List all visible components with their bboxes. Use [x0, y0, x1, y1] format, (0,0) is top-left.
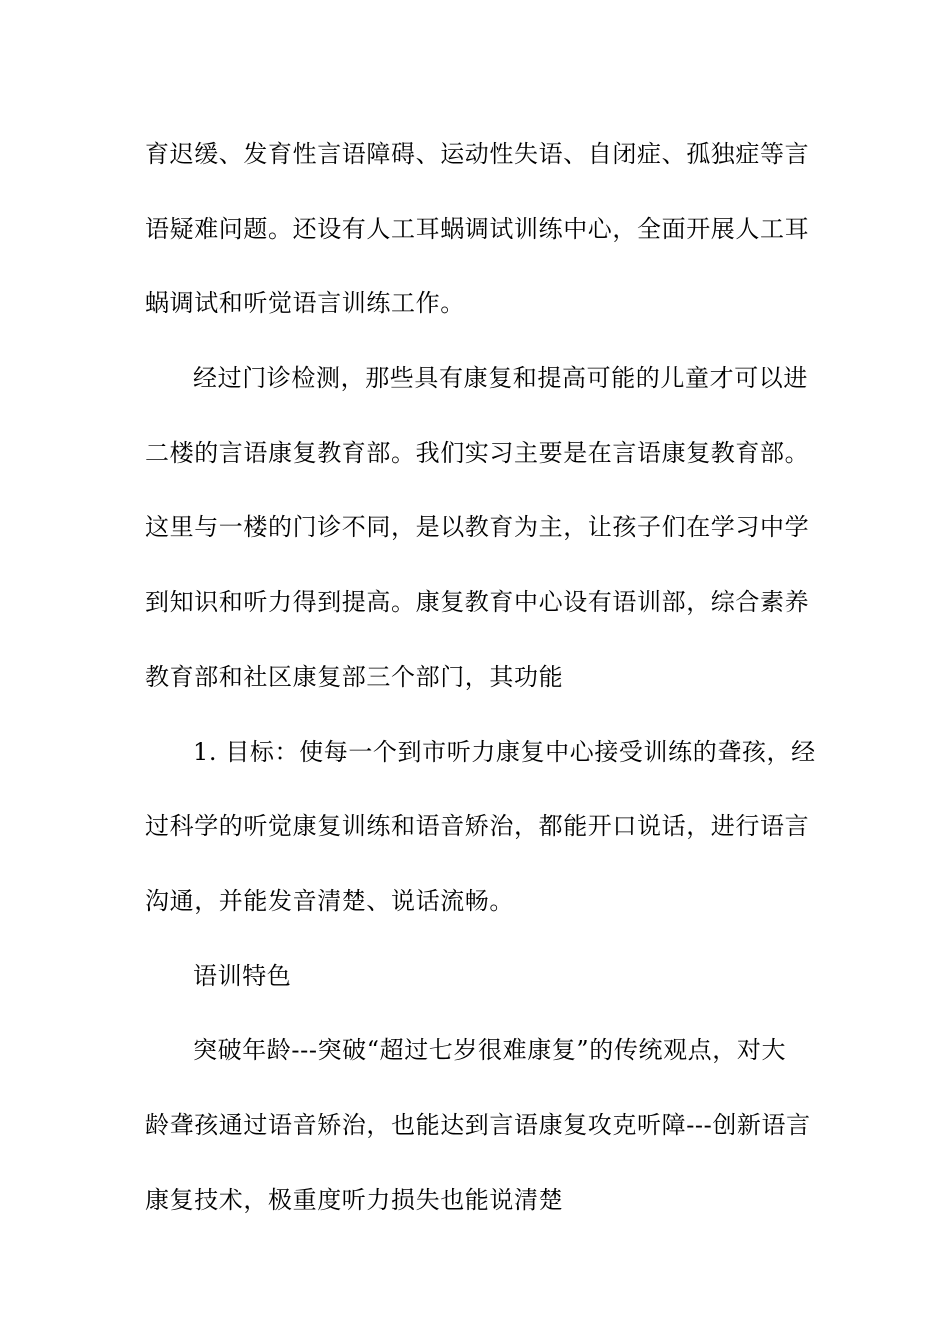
- document-body: [145, 128, 815, 1248]
- text-line: 1. 目标：使每一个到市听力康复中心接受训练的聋孩，经: [193, 737, 816, 766]
- text-line: 经过门诊检测，那些具有康复和提高可能的儿童才可以进: [193, 364, 808, 393]
- text-line: 教育部和社区康复部三个部门，其功能: [145, 662, 564, 691]
- text-line: 育迟缓、发育性言语障碍、运动性失语、自闭症、孤独症等言: [145, 140, 810, 168]
- text-line: 沟通，并能发音清楚、说话流畅。: [145, 886, 514, 915]
- text-line: 语疑难问题。还设有人工耳蜗调试训练中心，全面开展人工耳: [145, 214, 810, 243]
- text-line: 这里与一楼的门诊不同，是以教育为主，让孩子们在学习中学: [145, 513, 810, 542]
- text-line: 过科学的听觉康复训练和语音矫治，都能开口说话，进行语言: [145, 812, 810, 841]
- text-line: 突破年龄---突破“超过七岁很难康复”的传统观点，对大: [193, 1036, 787, 1065]
- text-line: 蜗调试和听觉语言训练工作。: [145, 289, 465, 318]
- text-line: 到知识和听力得到提高。康复教育中心设有语训部，综合素养: [145, 588, 810, 617]
- text-line: 二楼的言语康复教育部。我们实习主要是在言语康复教育部。: [145, 438, 810, 467]
- text-line: 龄聋孩通过语音矫治，也能达到言语康复攻克听障---创新语言: [145, 1110, 811, 1139]
- text-line: 康复技术，极重度听力损失也能说清楚: [145, 1185, 564, 1214]
- section-heading: 语训特色: [193, 961, 292, 990]
